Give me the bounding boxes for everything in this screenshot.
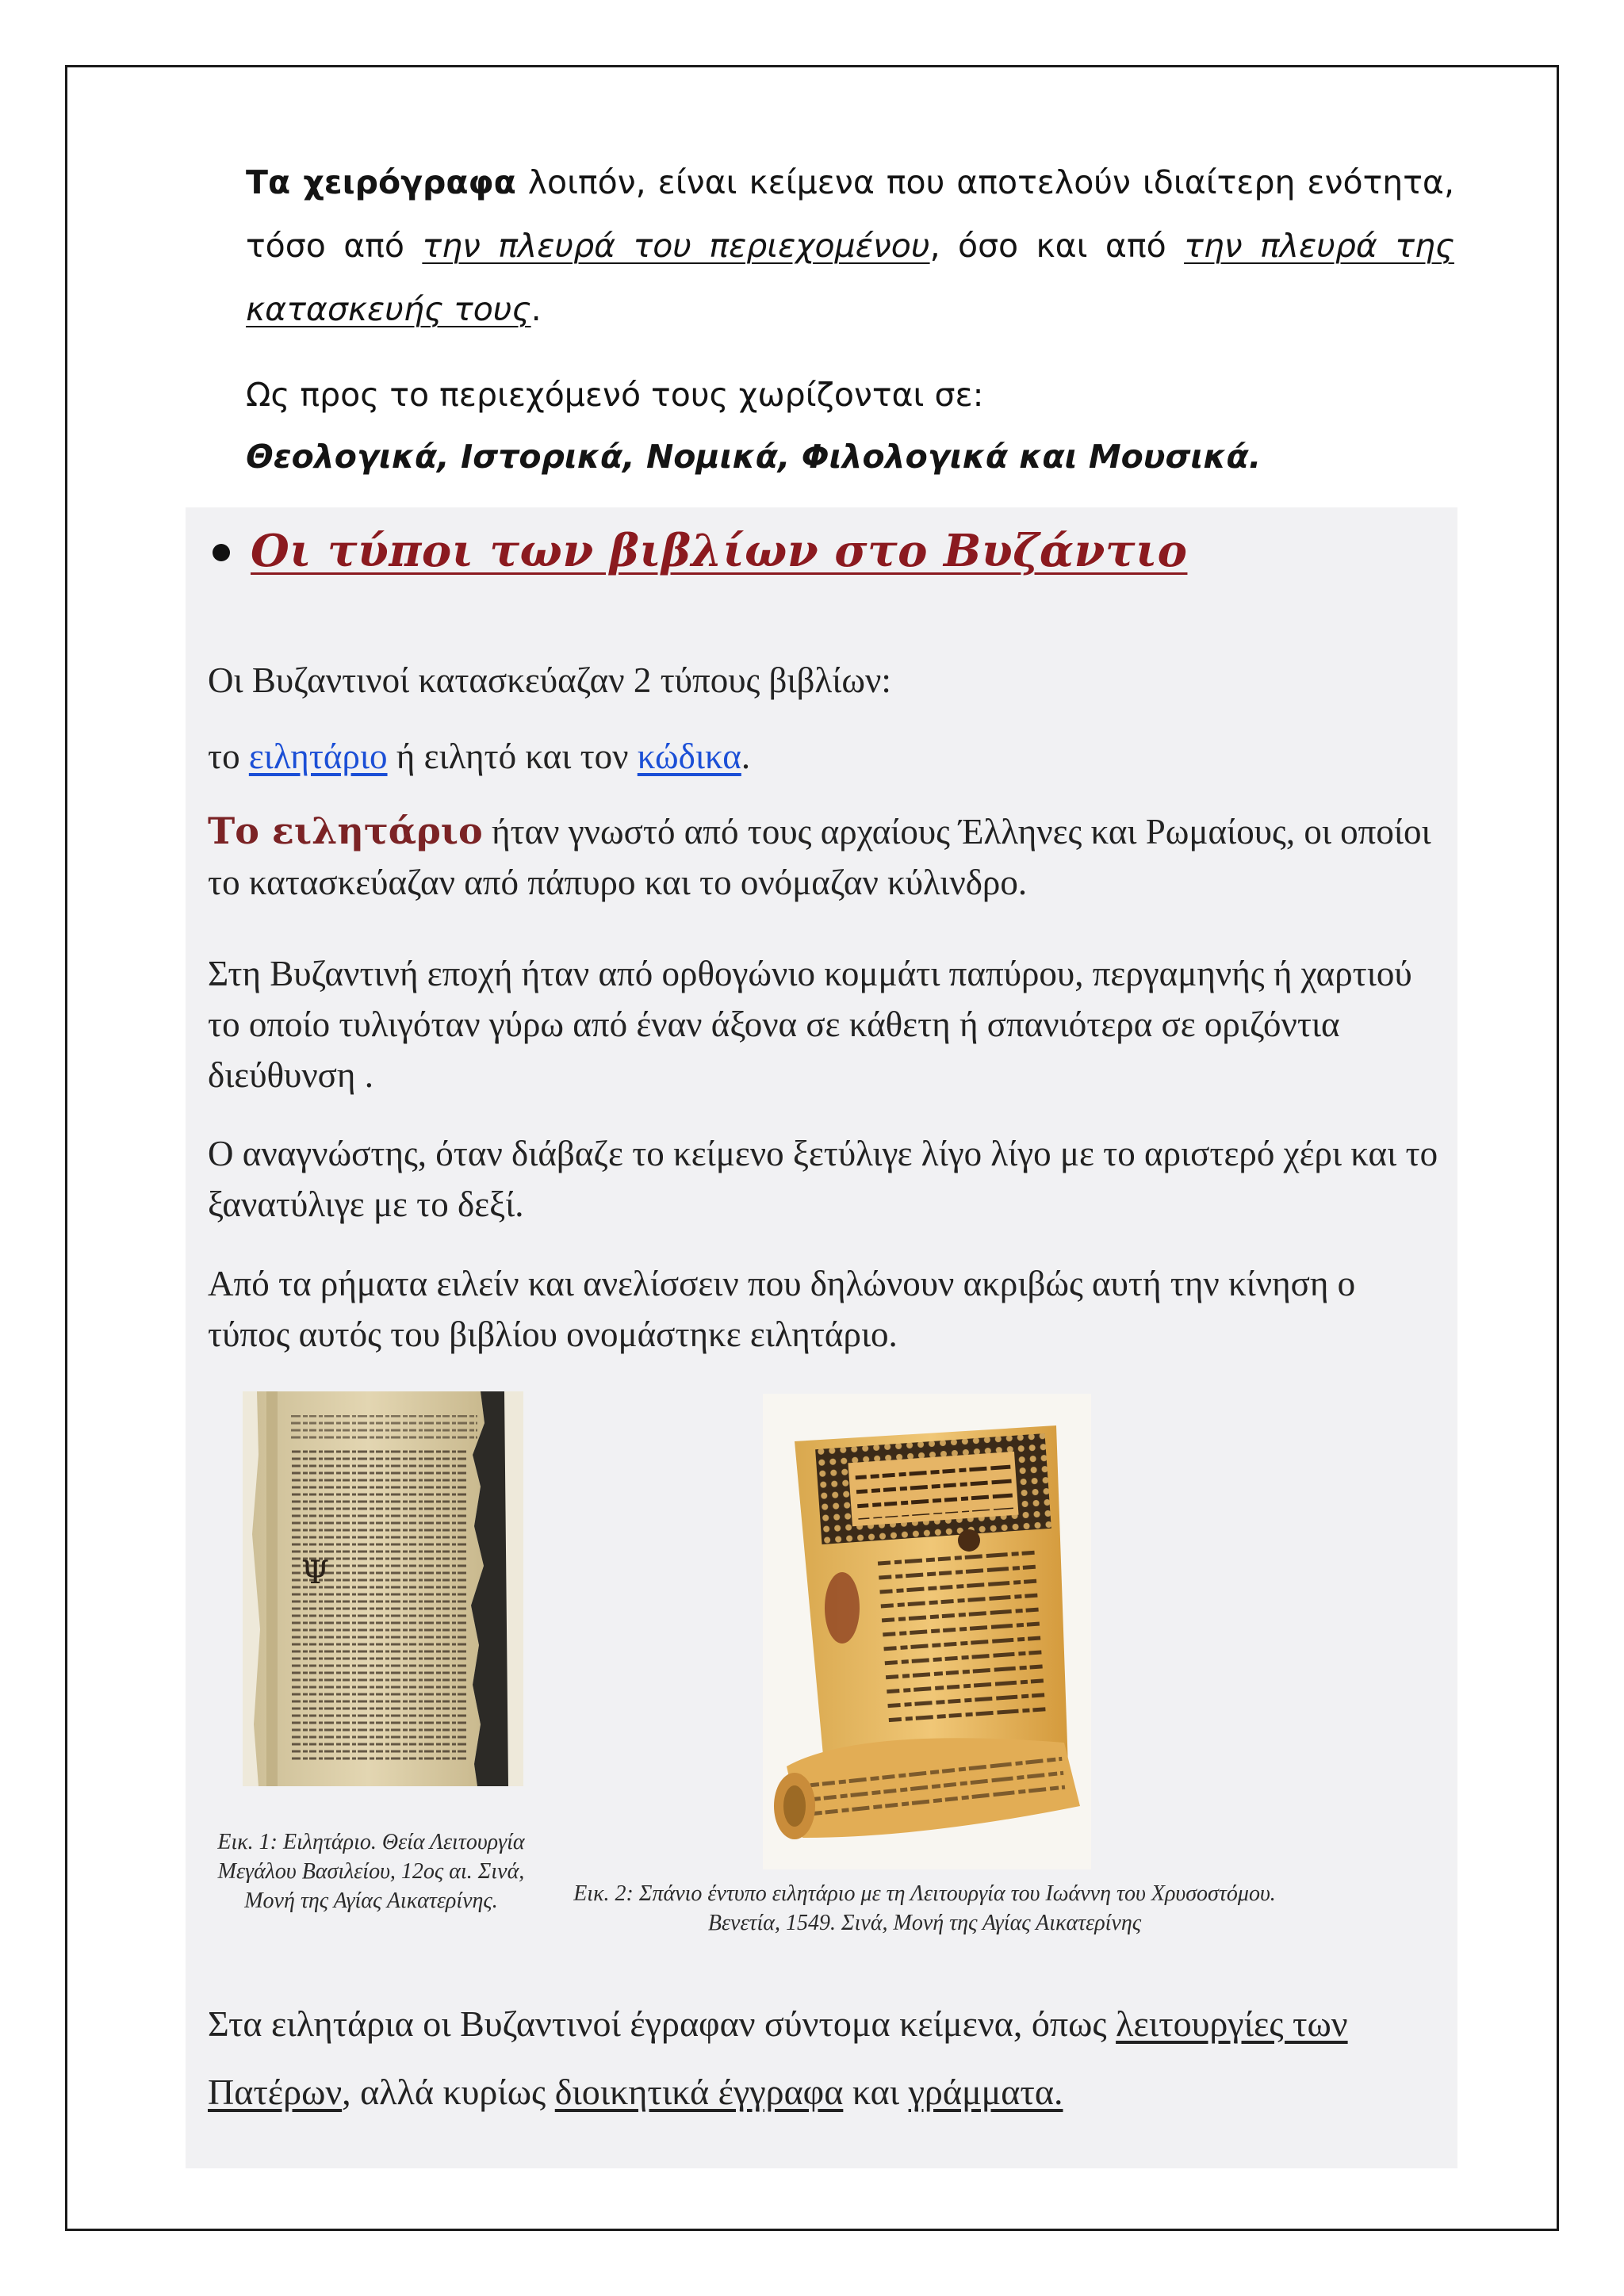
intro-categories-label: Ως προς το περιεχόμενό τους χωρίζονται σε: xyxy=(246,376,984,414)
underlined-documents: διοικητικά έγγραφα xyxy=(554,2072,844,2112)
intro-text: λοιπόν, είναι κείμενα που αποτελούν ιδιαίτερη ενότητα, τόσο από xyxy=(246,163,1454,265)
link-kodikas[interactable]: κώδικα xyxy=(637,737,741,776)
intro-paragraph xyxy=(246,151,1454,341)
intro-bold-lead: Τα χειρόγραφα xyxy=(246,163,516,201)
text-fragment: και xyxy=(843,2072,909,2112)
paragraph-byzantine-era: Στη Βυζαντινή εποχή ήταν από ορθογώνιο κομμάτι παπύρου, περγαμηνής ή χαρτιού το οποίο τυλιγόταν γύρω από έναν άξονα σε κάθετη ή σπανιότερα σε οριζόντια διεύθυνση . xyxy=(208,954,1412,1095)
text-fragment: ή ειλητό και τον xyxy=(387,737,638,776)
scroll-parchment-icon xyxy=(243,1391,523,1786)
section-heading xyxy=(213,519,1187,583)
printed-scroll-icon xyxy=(763,1394,1091,1869)
link-eilitario[interactable]: ειλητάριο xyxy=(248,737,388,776)
figure-1-caption: Εικ. 1: Ειλητάριο. Θεία Λειτουργία Μεγάλου Βασιλείου, 12ος αι. Σινά, Μονή της Αγίας Αικατερίνης. xyxy=(217,1830,525,1913)
intro-underlined-phrase: την πλευρά του περιεχομένου xyxy=(422,227,930,265)
figure-2-scroll-image xyxy=(763,1394,1091,1869)
intro-text: , όσο και από xyxy=(929,227,1185,265)
text-fragment: , αλλά κυρίως xyxy=(342,2072,555,2112)
paragraph-reader: Ο αναγνώστης, όταν διάβαζε το κείμενο ξετύλιγε λίγο λίγο με το αριστερό χέρι και το ξανατύλιγε με το δεξί. xyxy=(208,1134,1438,1224)
text-fragment: . xyxy=(741,737,751,776)
text-fragment: το xyxy=(208,737,249,776)
underlined-liturgies: λειτουργίες των Πατέρων xyxy=(208,2003,1348,2112)
paragraph-book-types: Οι Βυζαντινοί κατασκεύαζαν 2 τύπους βιβλίων: xyxy=(208,660,891,700)
paragraph-book-types-list xyxy=(208,731,1445,782)
bullet-icon xyxy=(213,544,230,561)
figure-2-caption: Εικ. 2: Σπάνιο έντυπο ειλητάριο με τη Λειτουργία του Ιωάννη του Χρυσοστόμου. Βενετία, 1549. Σινά, Μονή της Αγίας Αικατερίνης xyxy=(573,1881,1276,1935)
figure-1-scroll-image xyxy=(243,1391,523,1786)
eilitario-lead: Το ειλητάριο xyxy=(208,809,483,852)
svg-text:Ψ: Ψ xyxy=(301,1555,330,1591)
intro-categories-list: Θεολογικά, Ιστορικά, Νομικά, Φιλολογικά και Μουσικά. xyxy=(246,438,1262,476)
paragraph-eilitario-origin xyxy=(208,806,1445,908)
section-title: Οι τύποι των βιβλίων στο Βυζάντιο xyxy=(251,525,1188,577)
intro-text: . xyxy=(530,290,542,328)
paragraph-etymology: Από τα ρήματα ειλείν και ανελίσσειν που δηλώνουν ακριβώς αυτή την κίνηση ο τύπος αυτός του βιβλίου ονομάστηκε ειλητάριο. xyxy=(208,1264,1356,1354)
text-fragment: ήταν γνωστό από τους αρχαίους Έλληνες και Ρωμαίους, οι οποίοι το κατασκεύαζαν από πάπυρο και το ονόμαζαν κύλινδρο. xyxy=(208,812,1431,902)
text-fragment: Στα ειλητάρια οι Βυζαντινοί έγραφαν σύντομα κείμενα, όπως xyxy=(208,2003,1116,2044)
paragraph-scroll-contents xyxy=(208,1990,1445,2126)
intro-underlined-phrase: την πλευρά της κατασκευής τους xyxy=(246,227,1454,328)
underlined-letters: γράμματα. xyxy=(908,2072,1063,2112)
